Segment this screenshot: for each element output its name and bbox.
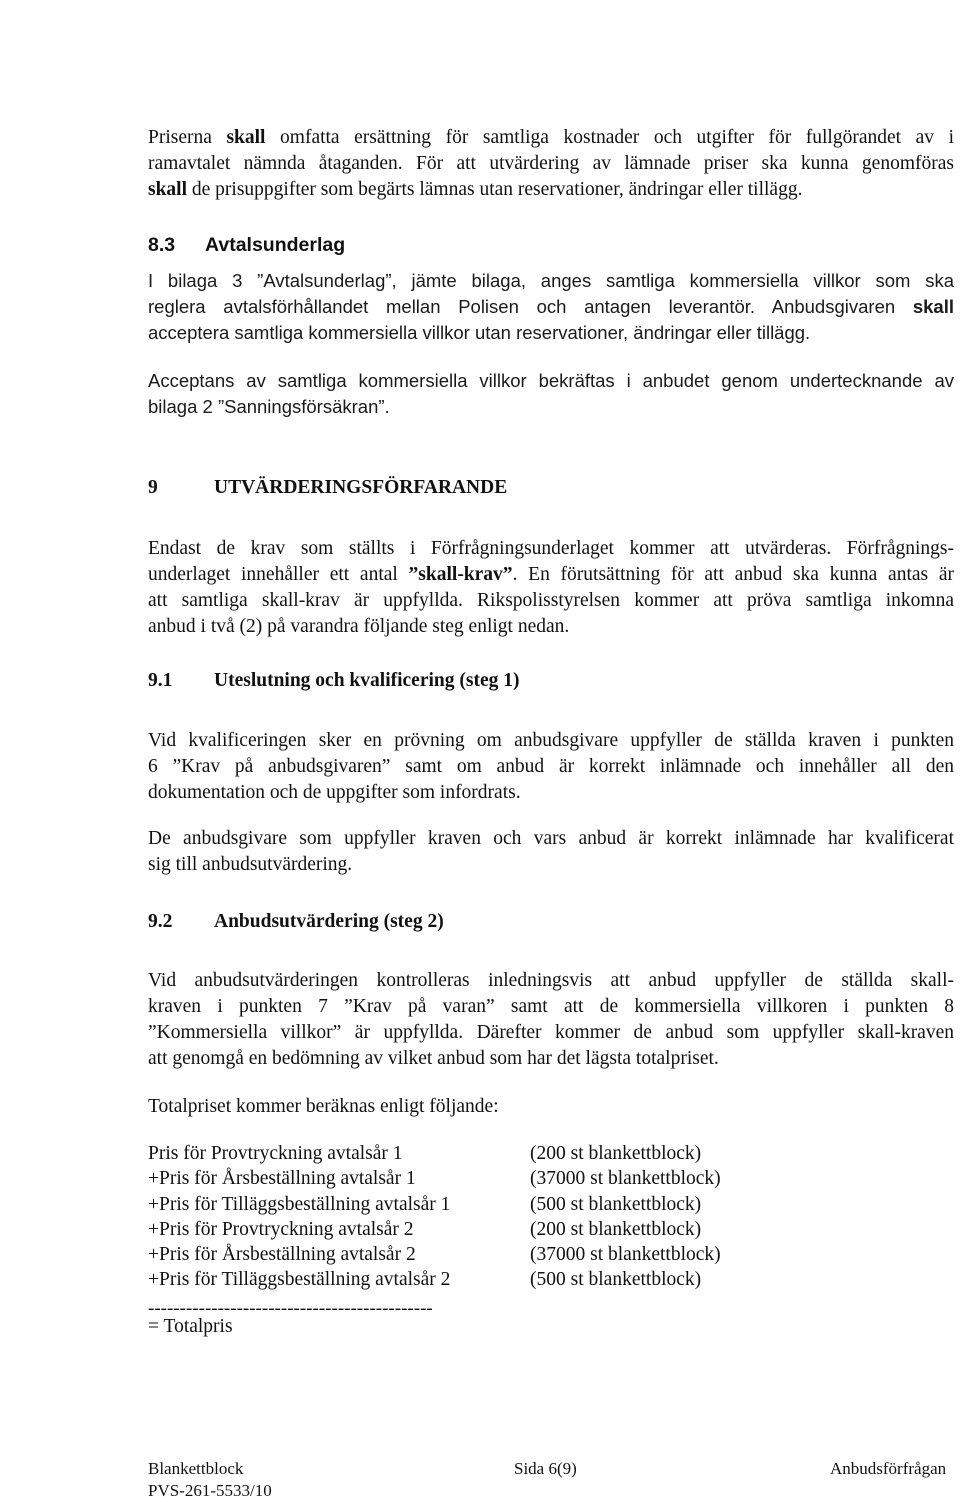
text-line: sig till anbudsutvärdering.: [148, 854, 353, 875]
formula-quantity: (500 st blankettblock): [530, 1193, 702, 1215]
text-line: Acceptans av samtliga kommersiella villkor bekräftas i anbudet genom undertecknande av: [148, 370, 954, 391]
formula-quantity: (200 st blankettblock): [530, 1218, 702, 1240]
text-line: ramavtalet nämnda åtaganden. För att utvärdering av lämnade priser ska kunna genomföras: [148, 153, 954, 174]
formula-item: +Pris för Tilläggsbeställning avtalsår 2: [148, 1269, 451, 1291]
text-line: Vid anbudsutvärderingen kontrolleras inledningsvis att anbud uppfyller de ställda skall-: [148, 970, 954, 991]
formula-separator: ---------------------------------------------: [148, 1298, 433, 1319]
text-line: Endast de krav som ställts i Förfrågningsunderlaget kommer att utvärderas. Förfrågnings-: [148, 538, 954, 559]
formula-item: +Pris för Årsbeställning avtalsår 1: [148, 1168, 416, 1190]
paragraph-prices: [148, 125, 954, 203]
paragraph-acceptance: [148, 368, 954, 420]
paragraph-qualified-bidders: [148, 826, 954, 878]
formula-item: Pris för Provtryckning avtalsår 1: [148, 1143, 403, 1164]
formula-item: +Pris för Provtryckning avtalsår 2: [148, 1218, 414, 1240]
section-number: 8.3: [148, 234, 176, 256]
footer-document-number: PVS-261-5533/10: [148, 1481, 272, 1500]
text-line: ”Kommersiella villkor” är uppfyllda. Därefter kommer de anbud som uppfyller skall-kraven: [148, 1022, 954, 1043]
text-line: kraven i punkten 7 ”Krav på varan” samt att de kommersiella villkoren i punkten 8: [148, 996, 954, 1017]
paragraph-evaluation: [148, 536, 954, 640]
text-line: bilaga 2 ”Sanningsförsäkran”.: [148, 396, 390, 417]
formula-quantity: (37000 st blankettblock): [530, 1244, 721, 1266]
text-line: att samtliga skall-krav är uppfyllda. Rikspolisstyrelsen kommer att pröva samtliga inkomna: [148, 590, 954, 611]
formula-item: +Pris för Tilläggsbeställning avtalsår 1: [148, 1193, 451, 1215]
paragraph-qualification: [148, 728, 954, 806]
section-number: 9.2: [148, 911, 173, 932]
text-line: skall de prisuppgifter som begärts lämnas utan reservationer, ändringar eller tillägg.: [148, 179, 803, 200]
section-number: 9: [148, 477, 158, 498]
text-line: att genomgå en bedömning av vilket anbud som har det lägsta totalpriset.: [148, 1048, 719, 1069]
formula-item: +Pris för Årsbeställning avtalsår 2: [148, 1244, 416, 1266]
text-line: I bilaga 3 ”Avtalsunderlag”, jämte bilaga, anges samtliga kommersiella villkor som ska: [148, 270, 954, 291]
formula-quantity: (200 st blankettblock): [530, 1143, 702, 1164]
formula-quantity: (500 st blankettblock): [530, 1269, 702, 1291]
text-line: 6 ”Krav på anbudsgivaren” samt om anbud är korrekt inlämnade och innehåller all den: [148, 756, 954, 777]
footer-left: [148, 1458, 272, 1502]
formula-quantity: (37000 st blankettblock): [530, 1168, 721, 1190]
section-title: UTVÄRDERINGSFÖRFARANDE: [214, 477, 508, 498]
paragraph-bid-evaluation: [148, 968, 954, 1072]
formula-total: = Totalpris: [148, 1316, 233, 1337]
text-line: acceptera samtliga kommersiella villkor utan reservationer, ändringar eller tillägg.: [148, 322, 811, 343]
text-line: De anbudsgivare som uppfyller kraven och vars anbud är korrekt inlämnade har kvalificerat: [148, 828, 954, 849]
paragraph-total-price-intro: Totalpriset kommer beräknas enligt följande:: [148, 1096, 499, 1117]
text-line: dokumentation och de uppgifter som infordrats.: [148, 782, 521, 803]
footer-document-type: Blankettblock: [148, 1459, 244, 1478]
text-line: Vid kvalificeringen sker en prövning om anbudsgivare uppfyller de ställda kraven i punkten: [148, 730, 954, 751]
text-line: Priserna skall omfatta ersättning för samtliga kostnader och utgifter för fullgörandet av i: [148, 127, 954, 148]
text-line: reglera avtalsförhållandet mellan Polisen och antagen leverantör. Anbudsgivaren skall: [148, 296, 954, 317]
section-title: Avtalsunderlag: [205, 234, 346, 256]
section-number: 9.1: [148, 670, 173, 691]
text-line: underlaget innehåller ett antal ”skall-krav”. En förutsättning för att anbud ska kunna antas är: [148, 564, 954, 585]
section-title: Anbudsutvärdering (steg 2): [214, 911, 444, 932]
section-title: Uteslutning och kvalificering (steg 1): [214, 670, 520, 691]
text-line: anbud i två (2) på varandra följande steg enligt nedan.: [148, 616, 570, 637]
footer-right: Anbudsförfrågan: [830, 1459, 947, 1478]
footer-page-number: Sida 6(9): [514, 1459, 577, 1478]
paragraph-agreement-basis: [148, 268, 954, 346]
